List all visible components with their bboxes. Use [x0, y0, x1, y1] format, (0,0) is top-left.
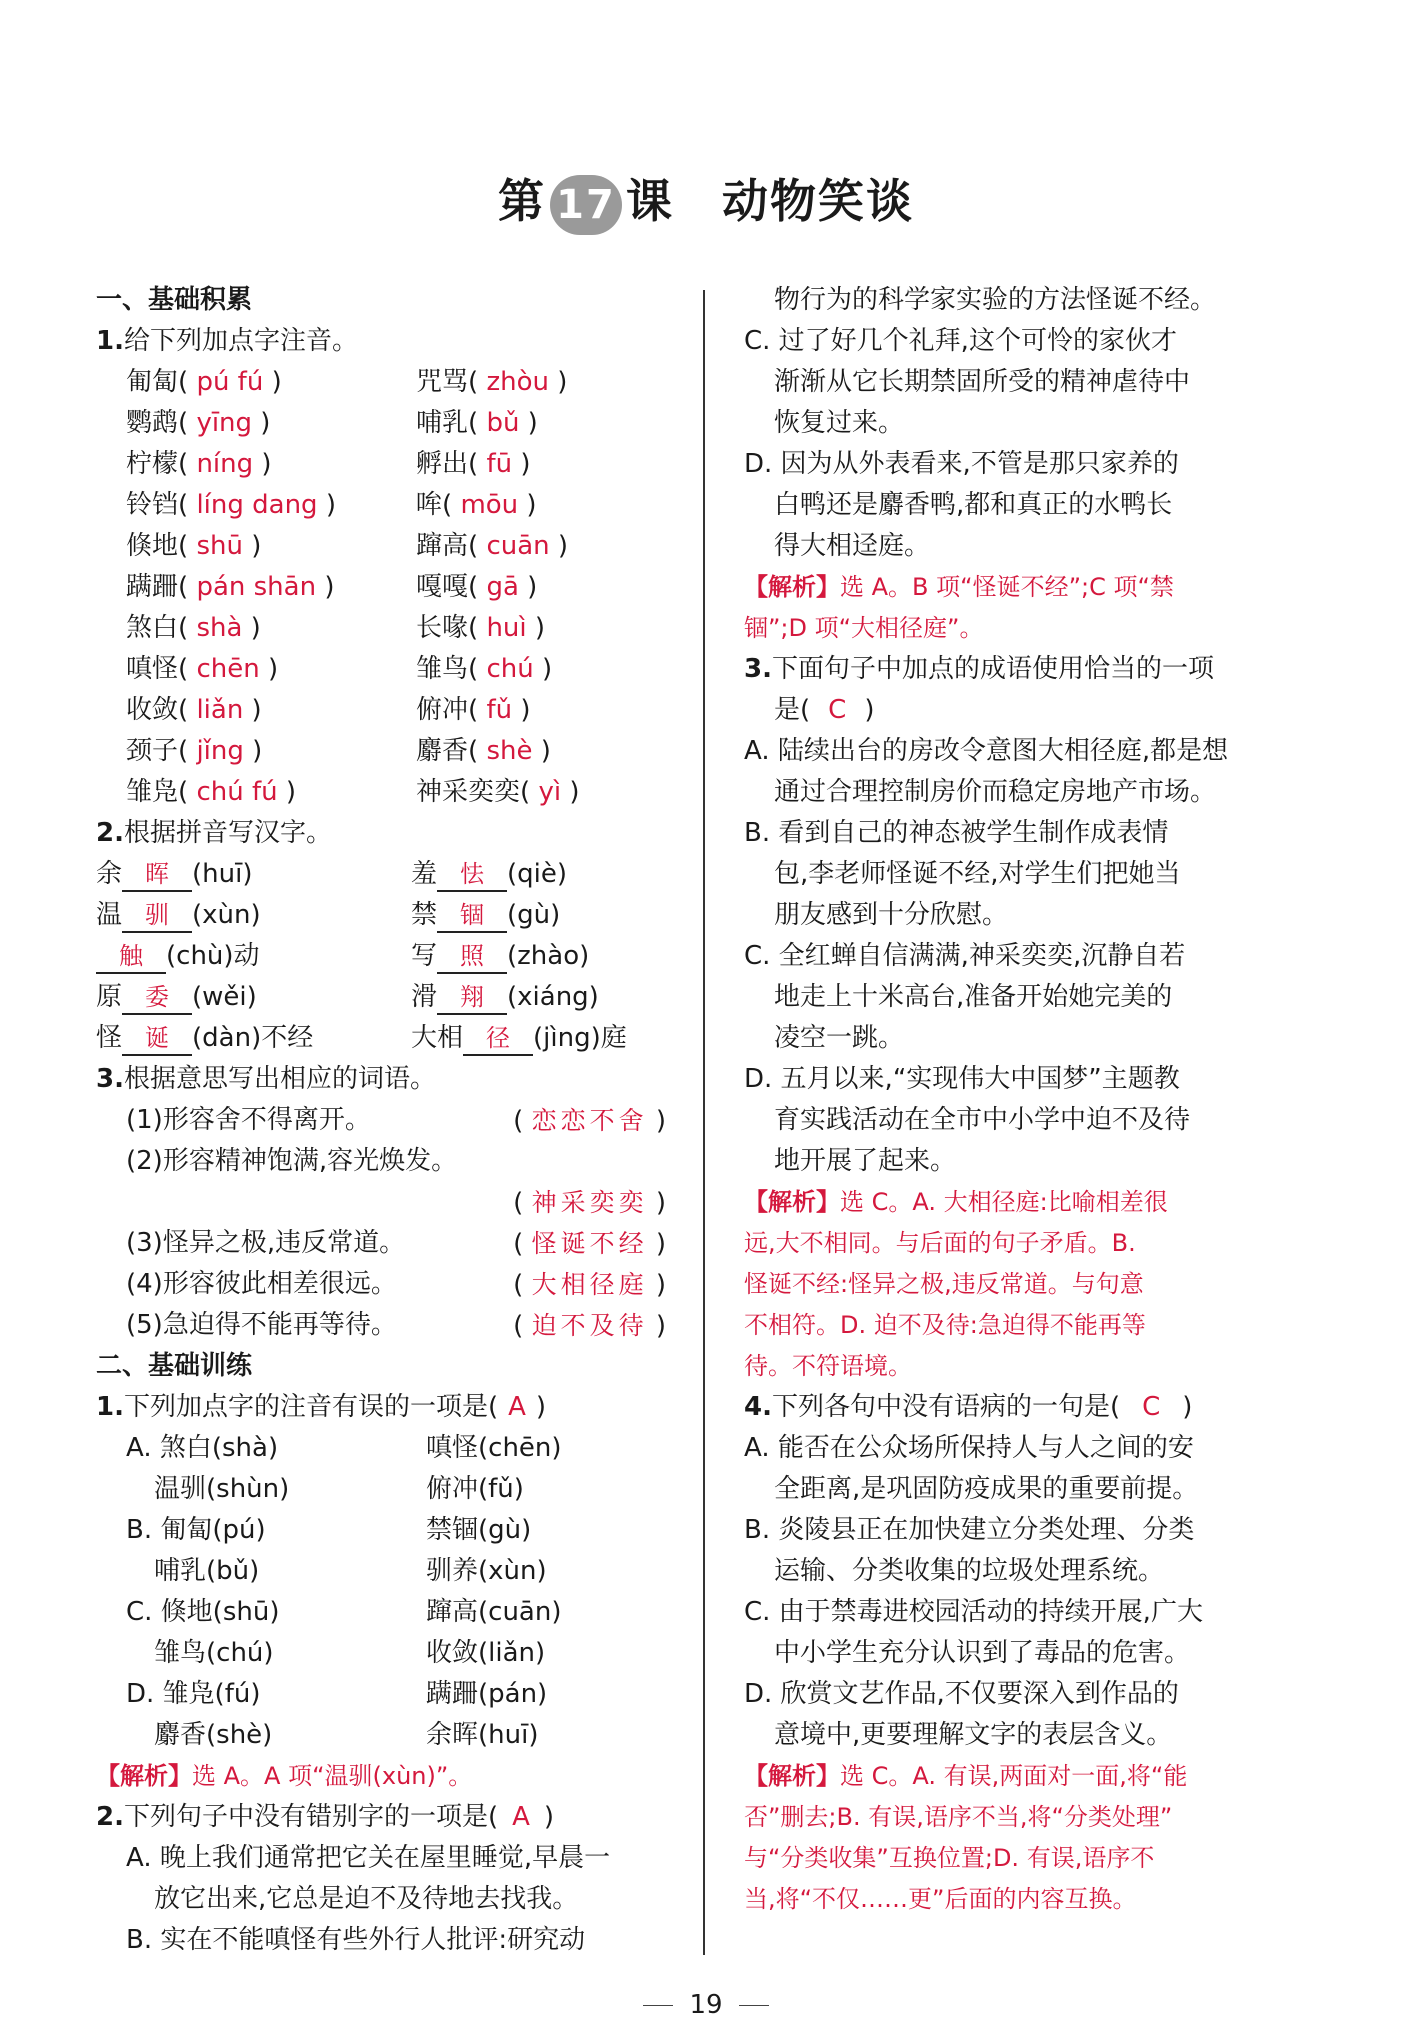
- option-right: 俯冲(fǔ): [426, 1474, 524, 1504]
- analysis: [744, 1182, 1304, 1387]
- pinyin-hint: (chù)动: [166, 941, 260, 971]
- option-line: 得大相迳庭。: [774, 531, 931, 561]
- word: 神采奕奕: [416, 777, 521, 807]
- analysis-tag: 【解析】: [744, 1762, 840, 1790]
- pinyin-hint: (jìng)庭: [533, 1023, 627, 1053]
- idiom-text: 大相径庭: [531, 1270, 648, 1299]
- analysis-text: 选 A。A 项“温驯(xùn)”。: [192, 1762, 473, 1790]
- answer-letter: A: [508, 1392, 526, 1422]
- analysis-text: 选 C。A. 有误,两面对一面,将“能: [840, 1762, 1188, 1790]
- training-3-stem: [744, 649, 1304, 690]
- option-list: [96, 1838, 666, 1961]
- word: 哺乳: [416, 408, 469, 438]
- idiom-row: [96, 1264, 666, 1305]
- analysis: [96, 1756, 666, 1797]
- q-number: 4.: [744, 1392, 772, 1422]
- pinyin-row: [96, 444, 666, 485]
- word: 铃铛: [126, 490, 179, 520]
- option-right: 蹿高(cuān): [426, 1597, 562, 1627]
- option-list-continued: [744, 280, 1304, 567]
- analysis-text: 选 A。B 项“怪诞不经”;C 项“禁: [840, 573, 1174, 601]
- analysis-text: 不相符。D. 迫不及待:急迫得不能再等: [744, 1311, 1146, 1339]
- page-number: 19: [689, 1990, 723, 2020]
- option-line: 白鸭还是麝香鸭,都和真正的水鸭长: [774, 490, 1173, 520]
- pinyin-pair-right: 哞( mōu ): [416, 490, 537, 520]
- option-line: D. 因为从外表看来,不管是那只家养的: [744, 449, 1179, 479]
- training-3-stem-cont: [744, 690, 1304, 731]
- hanzi-answer-blank: 诞: [122, 1022, 192, 1056]
- idiom-text: 神采奕奕: [531, 1188, 648, 1217]
- pinyin-hint: (zhào): [507, 941, 590, 971]
- pinyin-pair-left: 倏地( shū ): [126, 531, 262, 561]
- option-line: 地开展了起来。: [774, 1146, 957, 1176]
- pinyin-answer: mōu: [460, 490, 519, 520]
- word: 煞白: [126, 613, 179, 643]
- pinyin-hint: (xùn): [192, 900, 261, 930]
- analysis-line: [744, 1305, 1304, 1346]
- word: 颈子: [126, 736, 179, 766]
- pinyin-answer: chú: [486, 654, 534, 684]
- q-number: 3.: [96, 1064, 124, 1094]
- pinyin-row: [96, 772, 666, 813]
- training-4-stem: [744, 1387, 1304, 1428]
- pinyin-answer: gā: [486, 572, 519, 602]
- pinyin-row: [96, 403, 666, 444]
- pinyin-hint: (qiè): [507, 859, 568, 889]
- pinyin-pair-right: 蹿高( cuān ): [416, 531, 569, 561]
- analysis-tag: 【解析】: [744, 1188, 840, 1216]
- word: 麝香: [416, 736, 469, 766]
- hanzi-answer-blank: 径: [463, 1022, 533, 1056]
- prefix: 禁: [411, 900, 438, 930]
- hanzi-cell: [96, 854, 252, 895]
- q-text: 给下列加点字注音。: [123, 326, 358, 356]
- column-divider: [703, 290, 705, 1955]
- pinyin-row: [96, 567, 666, 608]
- prefix: 原: [96, 982, 123, 1012]
- option-row: [96, 1428, 666, 1469]
- hanzi-row: [96, 854, 666, 895]
- pinyin-answer: shū: [196, 531, 243, 561]
- option-right: 禁锢(gù): [426, 1515, 532, 1545]
- option-line: 物行为的科学家实验的方法怪诞不经。: [774, 285, 1217, 315]
- pinyin-pair-left: 蹒跚( pán shān ): [126, 572, 335, 602]
- idiom-row: [96, 1141, 666, 1182]
- hanzi-cell: [96, 1018, 313, 1059]
- hanzi-cell: [411, 854, 567, 895]
- option-line: 中小学生充分认识到了毒品的危害。: [774, 1638, 1191, 1668]
- option-right: 收敛(liǎn): [426, 1638, 546, 1668]
- pinyin-hint: (xiáng): [507, 982, 599, 1012]
- option-line: A. 陆续出台的房改令意图大相径庭,都是想: [744, 736, 1229, 766]
- word: 长喙: [416, 613, 469, 643]
- section-heading-2: 二、基础训练: [96, 1351, 253, 1381]
- idiom-row: [96, 1223, 666, 1264]
- option-list: [744, 1428, 1304, 1756]
- prefix: 怪: [96, 1023, 123, 1053]
- answer-letter: C: [828, 695, 847, 725]
- pinyin-pair-right: 长喙( huì ): [416, 613, 546, 643]
- pinyin-answer: shà: [196, 613, 243, 643]
- option-left: A. 煞白(shà): [126, 1433, 279, 1463]
- idiom-text: 怪诞不经: [531, 1229, 648, 1258]
- pinyin-answer: yì: [538, 777, 562, 807]
- option-line: A. 晚上我们通常把它关在屋里睡觉,早晨一: [126, 1843, 611, 1873]
- word: 嗔怪: [126, 654, 179, 684]
- analysis-line: [744, 1797, 1304, 1838]
- pinyin-answer: fǔ: [486, 695, 513, 725]
- pinyin-answer: líng dang: [196, 490, 318, 520]
- hanzi-cell: [96, 895, 261, 936]
- answer-letter: A: [512, 1802, 530, 1832]
- word: 倏地: [126, 531, 179, 561]
- pinyin-pair-left: 雏凫( chú fú ): [126, 777, 297, 807]
- pinyin-pair-right: 嘎嘎( gā ): [416, 572, 538, 602]
- option-line: C. 过了好几个礼拜,这个可怜的家伙才: [744, 326, 1177, 356]
- word: 嘎嘎: [416, 572, 469, 602]
- idiom-text: 迫不及待: [531, 1311, 648, 1340]
- option-line: B. 炎陵县正在加快建立分类处理、分类: [744, 1515, 1195, 1545]
- analysis-text: 当,将“不仅……更”后面的内容互换。: [744, 1885, 1137, 1913]
- pinyin-pair-left: 收敛( liǎn ): [126, 695, 262, 725]
- q-number: 1.: [96, 326, 124, 356]
- footer-dash: [643, 2005, 673, 2006]
- word: 匍匐: [126, 367, 179, 397]
- q-text: 下面句子中加点的成语使用恰当的一项: [771, 654, 1214, 684]
- option-right: 余晖(huī): [426, 1720, 539, 1750]
- hanzi-answer-blank: 照: [437, 940, 507, 974]
- question-2-stem: [96, 813, 666, 854]
- pinyin-pair-left: 匍匐( pú fú ): [126, 367, 282, 397]
- pinyin-pair-left: 颈子( jǐng ): [126, 736, 263, 766]
- idiom-answer: ( 大相径庭 ): [513, 1270, 666, 1300]
- q-text: 下列加点字的注音有误的一项是(: [123, 1392, 499, 1422]
- pinyin-answer: pán shān: [196, 572, 317, 602]
- option-line: 渐渐从它长期禁固所受的精神虐待中: [774, 367, 1191, 397]
- pinyin-hint: (wěi): [192, 982, 257, 1012]
- option-row: [96, 1674, 666, 1715]
- analysis-line: [744, 1838, 1304, 1879]
- pinyin-answer: níng: [196, 449, 254, 479]
- pinyin-answer: huì: [486, 613, 527, 643]
- word: 俯冲: [416, 695, 469, 725]
- pinyin-answer: liǎn: [196, 695, 244, 725]
- hanzi-row: [96, 936, 666, 977]
- hanzi-cell: [411, 977, 599, 1018]
- option-line: B. 实在不能嗔怪有些外行人批评:研究动: [126, 1925, 586, 1955]
- pinyin-answer: chú fú: [196, 777, 278, 807]
- pinyin-row: [96, 362, 666, 403]
- pinyin-pair-left: 鹦鹉( yīng ): [126, 408, 271, 438]
- pinyin-row: [96, 649, 666, 690]
- lesson-name: 动物笑谈: [722, 174, 914, 228]
- pinyin-pair-right: 哺乳( bǔ ): [416, 408, 538, 438]
- idiom-row-cont: [96, 1182, 666, 1223]
- hanzi-cell: [96, 936, 260, 977]
- pinyin-row: [96, 690, 666, 731]
- idiom-list: [96, 1100, 666, 1346]
- q-close: ): [1182, 1392, 1193, 1422]
- option-line: 恢复过来。: [774, 408, 905, 438]
- pinyin-answer: zhòu: [486, 367, 549, 397]
- option-line: 地走上十米高台,准备开始她完美的: [774, 982, 1173, 1012]
- prefix: 余: [96, 859, 123, 889]
- option-line: B. 看到自己的神态被学生制作成表情: [744, 818, 1169, 848]
- word: 孵出: [416, 449, 469, 479]
- pinyin-row: [96, 485, 666, 526]
- idiom-answer: ( 神采奕奕 ): [513, 1188, 666, 1218]
- q-number: 2.: [96, 818, 124, 848]
- hanzi-answer-blank: 翔: [437, 981, 507, 1015]
- analysis-text: 选 C。A. 大相径庭:比喻相差很: [840, 1188, 1168, 1216]
- option-row: [96, 1715, 666, 1756]
- pinyin-pair-right: 神采奕奕( yì ): [416, 777, 580, 807]
- option-list: [96, 1428, 666, 1756]
- idiom-meaning: (2)形容精神饱满,容光焕发。: [126, 1146, 458, 1176]
- option-left: 麝香(shè): [154, 1720, 273, 1750]
- pinyin-answer: bǔ: [486, 408, 520, 438]
- analysis-line: [744, 1264, 1304, 1305]
- option-line: 通过合理控制房价而稳定房地产市场。: [774, 777, 1217, 807]
- section-heading-1: 一、基础积累: [96, 285, 253, 315]
- word: 蹒跚: [126, 572, 179, 602]
- prefix: 写: [411, 941, 438, 971]
- q-close: ): [535, 1392, 547, 1422]
- prefix: 羞: [411, 859, 438, 889]
- option-left: D. 雏凫(fú): [126, 1679, 261, 1709]
- option-right: 嗔怪(chēn): [426, 1433, 562, 1463]
- idiom-meaning: (1)形容舍不得离开。: [126, 1105, 371, 1135]
- hanzi-cell: [411, 895, 560, 936]
- idiom-meaning: (5)急迫得不能再等待。: [126, 1310, 397, 1340]
- q-text: 是(: [774, 695, 811, 725]
- analysis: [744, 567, 1304, 608]
- option-row: [96, 1551, 666, 1592]
- idiom-meaning: (3)怪异之极,违反常道。: [126, 1228, 406, 1258]
- word: 雏凫: [126, 777, 179, 807]
- hanzi-answer-blank: 锢: [437, 899, 507, 933]
- q-number: 2.: [96, 1802, 124, 1832]
- hanzi-row: [96, 1018, 666, 1059]
- training-2-stem: [96, 1797, 666, 1838]
- analysis-line: [744, 1223, 1304, 1264]
- footer-dash: [739, 2005, 769, 2006]
- hanzi-cell: [96, 977, 257, 1018]
- q-close: ): [864, 695, 875, 725]
- word: 哞: [416, 490, 443, 520]
- pinyin-pair-left: 铃铛( líng dang ): [126, 490, 336, 520]
- pinyin-answer: fū: [486, 449, 513, 479]
- analysis-text: 待。不符语境。: [744, 1352, 912, 1380]
- hanzi-row: [96, 895, 666, 936]
- option-line: D. 五月以来,“实现伟大中国梦”主题教: [744, 1064, 1180, 1094]
- word: 收敛: [126, 695, 179, 725]
- idiom-text: 恋恋不舍: [531, 1106, 648, 1135]
- option-line: 凌空一跳。: [774, 1023, 905, 1053]
- analysis-tag: 【解析】: [96, 1762, 192, 1790]
- q-text: 根据拼音写汉字。: [123, 818, 332, 848]
- hanzi-answer-blank: 触: [96, 940, 166, 974]
- pinyin-answer: chēn: [196, 654, 260, 684]
- pinyin-pair-right: 咒骂( zhòu ): [416, 367, 568, 397]
- pinyin-answer: yīng: [196, 408, 253, 438]
- pinyin-pair-left: 嗔怪( chēn ): [126, 654, 279, 684]
- pinyin-pair-right: 俯冲( fǔ ): [416, 695, 531, 725]
- analysis-line: [744, 1346, 1304, 1387]
- title-suffix: 课: [626, 174, 674, 228]
- hanzi-fill-list: [96, 854, 666, 1059]
- pinyin-row: [96, 731, 666, 772]
- hanzi-cell: [411, 936, 589, 977]
- analysis-line: [744, 1182, 1304, 1223]
- q-close: ): [543, 1802, 555, 1832]
- analysis-text: 怪诞不经:怪异之极,违反常道。与句意: [744, 1270, 1144, 1298]
- q-text: 下列句子中没有错别字的一项是(: [123, 1802, 499, 1832]
- pinyin-pair-right: 雏鸟( chú ): [416, 654, 553, 684]
- pinyin-pair-right: 孵出( fū ): [416, 449, 531, 479]
- option-row: [96, 1592, 666, 1633]
- analysis-line: 锢”;D 项“大相径庭”。: [744, 614, 984, 642]
- option-line: 朋友感到十分欣慰。: [774, 900, 1009, 930]
- q-number: 1.: [96, 1392, 124, 1422]
- pinyin-row: [96, 608, 666, 649]
- idiom-row: [96, 1305, 666, 1346]
- analysis-line: [744, 1879, 1304, 1920]
- page-footer: [0, 1990, 1412, 2020]
- option-row: [96, 1510, 666, 1551]
- option-line: C. 由于禁毒进校园活动的持续开展,广大: [744, 1597, 1203, 1627]
- pinyin-row: [96, 526, 666, 567]
- answer-letter: C: [1142, 1392, 1161, 1422]
- idiom-row: [96, 1100, 666, 1141]
- prefix: 滑: [411, 982, 438, 1012]
- pinyin-list: [96, 362, 666, 813]
- hanzi-answer-blank: 怯: [437, 858, 507, 892]
- option-line: 包,李老师怪诞不经,对学生们把她当: [774, 859, 1181, 889]
- pinyin-answer: jǐng: [196, 736, 244, 766]
- analysis-text: 否”删去;B. 有误,语序不当,将“分类处理”: [744, 1803, 1173, 1831]
- idiom-answer: ( 怪诞不经 ): [513, 1229, 666, 1259]
- option-line: 全距离,是巩固防疫成果的重要前提。: [774, 1474, 1199, 1504]
- word: 咒骂: [416, 367, 469, 397]
- option-row: [96, 1469, 666, 1510]
- right-column: [744, 280, 1304, 1920]
- pinyin-pair-left: 柠檬( níng ): [126, 449, 272, 479]
- q-number: 3.: [744, 654, 772, 684]
- option-left: 雏鸟(chú): [154, 1638, 274, 1668]
- option-left: C. 倏地(shū): [126, 1597, 280, 1627]
- idiom-answer: ( 迫不及待 ): [513, 1311, 666, 1341]
- option-line: 运输、分类收集的垃圾处理系统。: [774, 1556, 1165, 1586]
- prefix: 温: [96, 900, 123, 930]
- pinyin-answer: pú fú: [196, 367, 264, 397]
- analysis-line: [744, 1756, 1304, 1797]
- lesson-number-badge: 17: [550, 175, 622, 235]
- option-line: D. 欣赏文艺作品,不仅要深入到作品的: [744, 1679, 1179, 1709]
- question-3-stem: [96, 1059, 666, 1100]
- option-row: [96, 1633, 666, 1674]
- option-left: B. 匍匐(pú): [126, 1515, 266, 1545]
- option-line: 育实践活动在全市中小学中迫不及待: [774, 1105, 1191, 1135]
- training-1-stem: [96, 1387, 666, 1428]
- option-line: C. 全红蝉自信满满,神采奕奕,沉静自若: [744, 941, 1186, 971]
- pinyin-answer: shè: [486, 736, 533, 766]
- hanzi-answer-blank: 晖: [122, 858, 192, 892]
- hanzi-answer-blank: 驯: [122, 899, 192, 933]
- word: 蹿高: [416, 531, 469, 561]
- idiom-meaning: (4)形容彼此相差很远。: [126, 1269, 397, 1299]
- pinyin-hint: (huī): [192, 859, 253, 889]
- prefix: 大相: [411, 1023, 464, 1053]
- option-line: A. 能否在公众场所保持人与人之间的安: [744, 1433, 1194, 1463]
- analysis-text: 远,大不相同。与后面的句子矛盾。B.: [744, 1229, 1136, 1257]
- word: 雏鸟: [416, 654, 469, 684]
- word: 柠檬: [126, 449, 179, 479]
- option-right: 蹒跚(pán): [426, 1679, 548, 1709]
- option-line: 放它出来,它总是迫不及待地去找我。: [154, 1884, 579, 1914]
- analysis: [744, 1756, 1304, 1920]
- pinyin-answer: cuān: [486, 531, 550, 561]
- word: 鹦鹉: [126, 408, 179, 438]
- option-list: [744, 731, 1304, 1182]
- option-left: 哺乳(bǔ): [154, 1556, 260, 1586]
- option-line: 意境中,更要理解文字的表层含义。: [774, 1720, 1173, 1750]
- pinyin-pair-right: 麝香( shè ): [416, 736, 551, 766]
- lesson-title: [0, 165, 1412, 235]
- pinyin-hint: (gù): [507, 900, 561, 930]
- hanzi-answer-blank: 委: [122, 981, 192, 1015]
- hanzi-cell: [411, 1018, 627, 1059]
- analysis-tag: 【解析】: [744, 573, 840, 601]
- question-1-stem: [96, 321, 666, 362]
- pinyin-pair-left: 煞白( shà ): [126, 613, 261, 643]
- title-prefix: 第: [498, 174, 546, 228]
- q-text: 下列各句中没有语病的一句是(: [771, 1392, 1121, 1422]
- option-right: 驯养(xùn): [426, 1556, 547, 1586]
- option-left: 温驯(shùn): [154, 1474, 290, 1504]
- hanzi-row: [96, 977, 666, 1018]
- idiom-answer: ( 恋恋不舍 ): [513, 1106, 666, 1136]
- pinyin-hint: (dàn)不经: [192, 1023, 314, 1053]
- left-column: [96, 280, 666, 1961]
- analysis-text: 与“分类收集”互换位置;D. 有误,语序不: [744, 1844, 1155, 1872]
- q-text: 根据意思写出相应的词语。: [123, 1064, 436, 1094]
